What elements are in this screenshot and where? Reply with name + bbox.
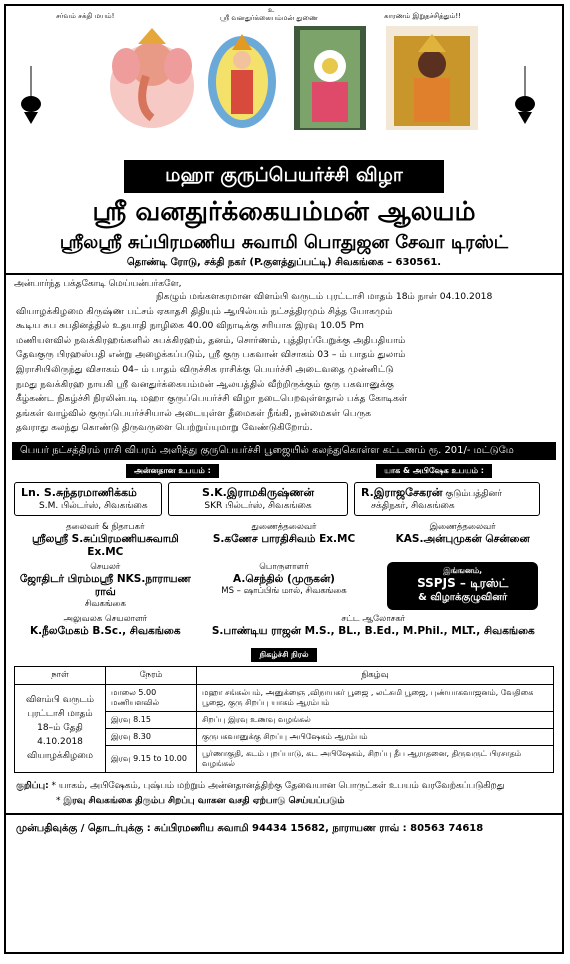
- sponsor-detail: சக்திநகர், சிவகங்கை: [371, 500, 455, 511]
- divider: [6, 273, 562, 275]
- sponsor-name: Ln. S.சுந்தரமாணிக்கம்: [21, 485, 137, 499]
- time-cell: இரவு 8.15: [106, 711, 197, 728]
- body-line: கீழ்கண்ட நிகழ்ச்சி நிரலின்படி மஹா குருப்பெயர்ச்சி விழா நடைபெறவுள்ளதால் பக்த கோடிகள்: [16, 393, 408, 405]
- deity-shrine-image: [294, 26, 366, 130]
- body-line: இராசியிலிருந்து விசாகம் 04– ம் பாதம் விருச்சிக ராசிக்கு பெயர்ச்சி அடைவதை முன்னிட்டு: [16, 363, 394, 375]
- official-detail: MS – ஷாப்பிங் மால், சிவகங்கை: [221, 585, 347, 596]
- col-header-event: நிகழ்வு: [197, 666, 554, 684]
- mid-small-caption: உ: [268, 6, 275, 14]
- sponsor-name: R.இராஜசேகரன்: [361, 485, 443, 499]
- official-role: சட்ட ஆலோசகர்: [341, 613, 406, 624]
- sponsor-detail: S.M. பில்டர்ஸ், சிவகங்கை: [39, 500, 148, 511]
- temple-address: தொண்டி ரோடு, சக்தி நகர் (P.குளத்துப்பட்டி) சிவகங்கை – 630561.: [126, 257, 442, 268]
- note-line: இரவு சிவகங்கை திரும்ப சிறப்பு வாகன வசதி ஏற்பாடு செய்யப்படும்: [63, 795, 345, 806]
- body-line: நமது நவக்கிரஹ நாயகி ஸ்ரீ வனதுர்க்கையம்மன் ஆலயத்தில் வீற்றிருக்கும் குரு பகவானுக்கு: [16, 378, 394, 390]
- official-name: K.நீலமேகம் B.Sc., சிவகங்கை: [30, 624, 181, 637]
- ganesha-image: [106, 26, 198, 130]
- contact-line: முன்பதிவுக்கு / தொடர்புக்கு : சுப்பிரமணிய சுவாமி 94434 15682, நாராயண ராவ் : 80563 74618: [16, 822, 484, 834]
- col-header-date: நாள்: [15, 666, 106, 684]
- divider: [6, 813, 562, 815]
- sponsor-box: [168, 482, 348, 516]
- sspjs-signature-box: [387, 562, 538, 610]
- event-cell: குருபகவானுக்கு சிறப்பு அபிஷேகம் ஆரம்பம்: [197, 728, 554, 745]
- body-line: தங்கள் வாழ்வில் குருப்பெயர்ச்சியால் அடையுள்ள தீமைகள் நீங்கி, நன்மைகள் பெருக: [16, 407, 372, 419]
- body-line: தவராது கலந்து கொண்டு திருவருளை பெற்றுய்யுமாறு வேண்டுகிறோம்.: [16, 422, 313, 434]
- official-name: S.கணேச பாரதிசிவம் Ex.MC: [212, 532, 356, 545]
- col-header-time: நேரம்: [106, 666, 197, 684]
- official-name: A.செந்தில் (முருகன்): [233, 572, 335, 585]
- hanging-lamp-left-icon: [20, 66, 42, 126]
- event-cell: மஹா சங்கல்பம், அனுக்ஞை ,விநாயகர் பூஜை , லட்சுமி பூஜை, புண்யாகவாஜனம், வேதிகை பூஜை, குரு சிறப்பு யாகம் ஆரம்பம்: [197, 684, 554, 711]
- ssp-line: & விழாக்குழுவினர்: [418, 591, 508, 603]
- time-cell: மாலை 5.00 மணியளவில்: [106, 684, 197, 711]
- body-line: வியாழக்கிழமை கிருஷ்ண பட்சம் ஏகாதசி திதியும் ஆயில்யம் நட்சத்திரமும் சித்த யோகமும்: [16, 305, 393, 317]
- official-role: அலுவலக செயலாளர்: [63, 613, 148, 624]
- notes: குறிப்பு: * யாகம், அபிஷேகம், புஷ்பம் மற்றும் அன்னதானத்திற்கு தேவையான பொருட்கள் உபயம் வரவேற்கப்படுகிறது * இரவு சிவகங்கை திரும்ப சிறப்பு வாகன வசதி ஏற்பாடு செய்யப்படும்: [16, 780, 505, 806]
- mid-caption: ஸ்ரீ வனதுர்க்கையம்மன் துணை: [220, 14, 319, 22]
- table-header-row: [15, 666, 554, 684]
- header-images: [6, 6, 562, 156]
- time-cell: இரவு 9.15 to 10.00: [106, 745, 197, 772]
- event-cell: பூர்ணாகுதி, கடம் புறப்பாடு, கட அபிஷேகம், சிறப்பு தீப ஆராதனை, திருவருட் பிரசாதம் வழங்கல்: [197, 745, 554, 772]
- event-cell: சிறப்பு இரவு உணவு வழங்கல்: [197, 711, 554, 728]
- durga-image: [206, 26, 278, 130]
- official-role: துணைத்தலைவர்: [251, 521, 317, 532]
- notes-label: குறிப்பு:: [16, 780, 49, 791]
- schedule-heading: நிகழ்ச்சி நிரல்: [251, 648, 316, 662]
- note-line: யாகம், அபிஷேகம், புஷ்பம் மற்றும் அன்னதானத்திற்கு தேவையான பொருட்கள் உபயம் வரவேற்கப்படுகிறது: [58, 780, 505, 791]
- official-name: ஜோதிடர் பிரம்மஸ்ரீ NKS.நாராயண ராவ்: [19, 572, 191, 598]
- table-row: [15, 684, 554, 711]
- official-name: KAS.அன்புமுகன் சென்னை: [395, 532, 530, 545]
- officials-grid: [6, 516, 562, 638]
- ssp-line: இங்ஙனம்,: [443, 565, 483, 575]
- sponsor-box: [354, 482, 540, 516]
- sponsor-name: S.K.இராமகிருஷ்ணன்: [202, 485, 314, 499]
- left-caption: சர்வம் சக்தி மயம்!: [56, 12, 115, 20]
- temple-name: ஸ்ரீ வனதுர்க்கையம்மன் ஆலயம்: [92, 197, 476, 227]
- annadhanam-heading: அன்னதான உபயம் :: [126, 464, 219, 478]
- official-role: செயலர்: [90, 561, 121, 572]
- official-role: தலைவர் & நிதாபகர்: [66, 521, 145, 532]
- official-name: S.பாண்டிய ராஜன் M.S., BL., B.Ed., M.Phil., MLT., சிவகங்கை: [211, 624, 535, 637]
- sponsors-row: [6, 478, 562, 516]
- date-cell: விளம்பி வருடம் புரட்டாசி மாதம் 18–ம் தேதி 4.10.2018 வியாழக்கிழமை: [15, 684, 106, 772]
- yagam-heading: யாக & அபிஷேக உபயம் :: [376, 464, 492, 478]
- invitation-body: [6, 290, 562, 436]
- ssp-line: SSPJS – டிரஸ்ட்: [417, 575, 509, 590]
- guru-bhagavan-image: [386, 26, 478, 130]
- body-line: மணியளவில் நவக்கிரஹங்களில் சுபக்கிரஹம், தனம், சொர்ணம், புத்திரப்பேறுக்கு அதிபதியாம்: [16, 334, 406, 346]
- hanging-lamp-right-icon: [514, 66, 536, 126]
- schedule-table: [14, 666, 554, 773]
- sponsor-detail: SKR பில்டர்ஸ், சிவகங்கை: [204, 500, 312, 511]
- right-caption: காரணம் இறுதச்சித்தும்!!: [384, 12, 461, 20]
- greeting: அன்பார்ந்த பக்தகோடி மெய்யன்பர்களே,: [14, 279, 182, 289]
- time-cell: இரவு 8.30: [106, 728, 197, 745]
- body-line: நிகழும் மங்களகரமான விளம்பி வருடம் புரட்டாசி மாதம் 18ம் நாள் 04.10.2018: [156, 291, 493, 302]
- trust-name: ஸ்ரீலஸ்ரீ சுப்பிரமணிய சுவாமி பொதுஜன சேவா டிரஸ்ட்: [59, 232, 509, 253]
- body-line: கூடிய சுப சுபதினத்தில் உதயாதி நாழிகை 40.00 விநாடிக்கு சரியாக இரவு 10.05 Pm: [16, 320, 364, 332]
- sponsor-suffix: குடும்பத்தினர்: [442, 488, 502, 499]
- sponsor-box: [14, 482, 162, 516]
- invitation-poster: [4, 4, 564, 954]
- body-line: தேவகுரு பிரஹஸ்பதி என்று அழைக்கப்படும், ஸ்ரீ குரு பகவான் விசாகம் 03 – ம் பாதம் துலாம்: [16, 349, 406, 361]
- festival-title-banner: மஹா குருப்பெயர்ச்சி விழா: [124, 160, 444, 193]
- official-place: சிவகங்கை: [84, 598, 126, 609]
- official-role: பொருளாளர்: [259, 561, 309, 572]
- official-name: ஸ்ரீலஸ்ரீ S.சுப்பிரமணியசுவாமி Ex.MC: [31, 532, 179, 558]
- official-role: இணைத்தலைவர்: [429, 521, 496, 532]
- fee-banner: பெயர் நட்சத்திரம் ராசி விபரம் அளித்து குருபெயர்ச்சி பூஜையில் கலந்துகொள்ள கட்டணம் ரூ. 201/- மட்டுமே: [12, 442, 556, 460]
